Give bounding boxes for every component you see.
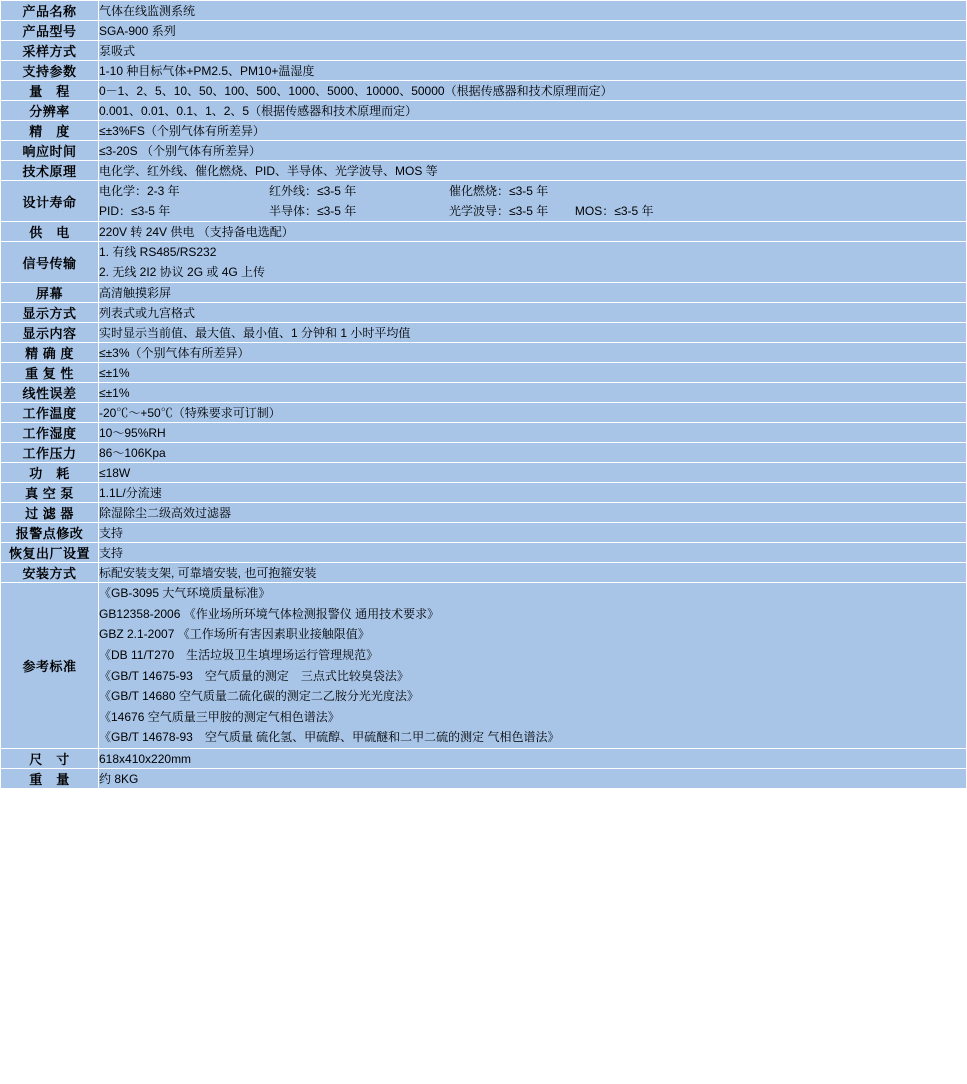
spec-label: 响应时间 — [1, 141, 99, 161]
spec-label: 工作湿度 — [1, 423, 99, 443]
table-row — [1, 403, 967, 423]
spec-label: 功 耗 — [1, 463, 99, 483]
spec-value-line: GB12358-2006 《作业场所环境气体检测报警仪 通用技术要求》 — [99, 606, 440, 621]
table-row — [1, 343, 967, 363]
table-row — [1, 181, 967, 222]
spec-label: 屏幕 — [1, 283, 99, 303]
table-row — [1, 503, 967, 523]
table-row — [1, 121, 967, 141]
spec-value: SGA-900 系列 — [99, 21, 967, 41]
table-row — [1, 61, 967, 81]
spec-label: 分辨率 — [1, 101, 99, 121]
design-life-cell: 红外线：≤3-5 年 — [269, 184, 357, 198]
table-row — [1, 583, 967, 749]
spec-value: 支持 — [99, 543, 967, 563]
table-row — [1, 323, 967, 343]
spec-label: 工作压力 — [1, 443, 99, 463]
spec-label: 显示内容 — [1, 323, 99, 343]
table-row — [1, 242, 967, 283]
spec-value-line: GBZ 2.1-2007 《工作场所有害因素职业接触限值》 — [99, 627, 370, 642]
spec-value-line: 《14676 空气质量三甲胺的测定气相色谱法》 — [99, 709, 340, 724]
table-row — [1, 523, 967, 543]
table-row — [1, 21, 967, 41]
spec-label: 工作温度 — [1, 403, 99, 423]
spec-label: 采样方式 — [1, 41, 99, 61]
spec-value-line: 《GB/T 14675-93 空气质量的测定 三点式比较臭袋法》 — [99, 668, 409, 683]
design-life-cell: 光学波导：≤3-5 年 MOS：≤3-5 年 — [449, 204, 654, 218]
table-row — [1, 161, 967, 181]
spec-value-line: 2. 无线 2I2 协议 2G 或 4G 上传 — [99, 265, 266, 279]
spec-label: 恢复出厂设置 — [1, 543, 99, 563]
spec-value: ≤±3%（个别气体有所差异） — [99, 343, 967, 363]
spec-label: 报警点修改 — [1, 523, 99, 543]
spec-label: 安装方式 — [1, 563, 99, 583]
spec-label: 信号传输 — [1, 242, 99, 283]
spec-label: 重 复 性 — [1, 363, 99, 383]
table-row — [1, 769, 967, 789]
spec-value: ≤±1% — [99, 383, 967, 403]
spec-value: 1.1L/分流速 — [99, 483, 967, 503]
spec-label: 尺 寸 — [1, 749, 99, 769]
spec-value: 1-10 种目标气体+PM2.5、PM10+温湿度 — [99, 61, 967, 81]
spec-label: 真 空 泵 — [1, 483, 99, 503]
spec-table-body — [1, 1, 967, 789]
design-life-row — [99, 181, 966, 201]
spec-value: -20℃～+50℃（特殊要求可订制） — [99, 403, 967, 423]
spec-label: 重 量 — [1, 769, 99, 789]
table-row — [1, 749, 967, 769]
spec-label: 产品型号 — [1, 21, 99, 41]
spec-value: ≤±3%FS（个别气体有所差异） — [99, 121, 967, 141]
table-row — [1, 423, 967, 443]
spec-label: 参考标准 — [1, 583, 99, 749]
table-row — [1, 543, 967, 563]
spec-value: 高清触摸彩屏 — [99, 283, 967, 303]
table-row — [1, 81, 967, 101]
spec-value: 实时显示当前值、最大值、最小值、1 分钟和 1 小时平均值 — [99, 323, 967, 343]
spec-value-line: 《DB 11/T270 生活垃圾卫生填埋场运行管理规范》 — [99, 647, 379, 662]
spec-value: 除湿除尘二级高效过滤器 — [99, 503, 967, 523]
table-row — [1, 303, 967, 323]
table-row — [1, 101, 967, 121]
table-row — [1, 363, 967, 383]
spec-value-line: 《GB/T 14680 空气质量二硫化碳的测定二乙胺分光光度法》 — [99, 689, 419, 704]
spec-value — [99, 583, 967, 749]
spec-label: 供 电 — [1, 222, 99, 242]
spec-value: ≤±1% — [99, 363, 967, 383]
table-row — [1, 383, 967, 403]
design-life-row — [99, 201, 966, 221]
spec-value-line: 《GB-3095 大气环境质量标准》 — [99, 586, 271, 600]
table-row — [1, 141, 967, 161]
table-row — [1, 443, 967, 463]
spec-label: 设计寿命 — [1, 181, 99, 222]
table-row — [1, 283, 967, 303]
spec-label: 技术原理 — [1, 161, 99, 181]
spec-value-line: 《GB/T 14678-93 空气质量 硫化氢、甲硫醇、甲硫醚和二甲二硫的测定 气相色谱法》 — [99, 730, 560, 745]
design-life-cell: 电化学：2-3 年 — [99, 184, 180, 198]
table-row — [1, 483, 967, 503]
spec-value: 泵吸式 — [99, 41, 967, 61]
table-row — [1, 222, 967, 242]
spec-label: 量 程 — [1, 81, 99, 101]
spec-label: 精 确 度 — [1, 343, 99, 363]
spec-value — [99, 181, 967, 222]
spec-value: 0.001、0.01、0.1、1、2、5（根据传感器和技术原理而定） — [99, 101, 967, 121]
design-life-cell: PID：≤3-5 年 — [99, 204, 171, 218]
spec-label: 支持参数 — [1, 61, 99, 81]
spec-value — [99, 242, 967, 283]
spec-label: 产品名称 — [1, 1, 99, 21]
design-life-cell: 半导体：≤3-5 年 — [269, 204, 357, 218]
spec-value: 10～95%RH — [99, 423, 967, 443]
spec-value: 标配安装支架, 可靠墙安装, 也可抱箍安装 — [99, 563, 967, 583]
spec-label: 过 滤 器 — [1, 503, 99, 523]
spec-value: 支持 — [99, 523, 967, 543]
spec-value: ≤3-20S （个别气体有所差异） — [99, 141, 967, 161]
spec-label: 线性误差 — [1, 383, 99, 403]
spec-label: 显示方式 — [1, 303, 99, 323]
design-life-cell: 催化燃烧：≤3-5 年 — [449, 184, 549, 198]
table-row — [1, 563, 967, 583]
table-row — [1, 463, 967, 483]
spec-value: 约 8KG — [99, 769, 967, 789]
spec-value: 列表式或九宫格式 — [99, 303, 967, 323]
spec-value: 电化学、红外线、催化燃烧、PID、半导体、光学波导、MOS 等 — [99, 161, 967, 181]
spec-value: 86～106Kpa — [99, 443, 967, 463]
table-row — [1, 1, 967, 21]
spec-value: 618x410x220mm — [99, 749, 967, 769]
spec-value-line: 1. 有线 RS485/RS232 — [99, 245, 217, 259]
spec-value: ≤18W — [99, 463, 967, 483]
spec-label: 精 度 — [1, 121, 99, 141]
table-row — [1, 41, 967, 61]
spec-value: 气体在线监测系统 — [99, 1, 967, 21]
design-life-grid — [99, 181, 966, 221]
spec-value: 0－1、2、5、10、50、100、500、1000、5000、10000、50000（根据传感器和技术原理而定） — [99, 81, 967, 101]
spec-value: 220V 转 24V 供电 （支持备电选配） — [99, 222, 967, 242]
